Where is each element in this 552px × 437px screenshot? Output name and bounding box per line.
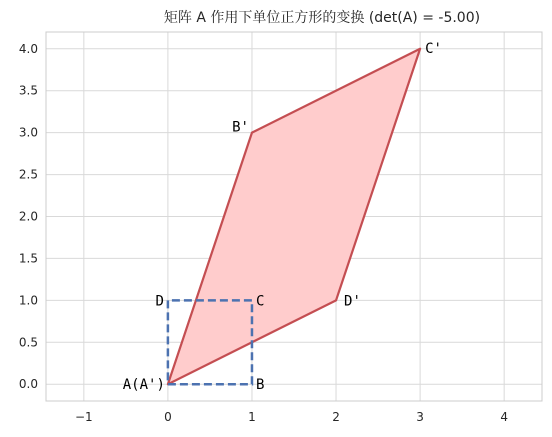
x-tick-label: 0 [164, 410, 172, 424]
y-tick-label: 2.5 [18, 167, 38, 182]
chart-title: 矩阵 A 作用下单位正方形的变换 (det(A) = -5.00) [163, 10, 481, 26]
vertex-label: D' [344, 293, 361, 310]
vertex-label: C [255, 293, 265, 310]
vertex-label: D [155, 293, 164, 310]
y-tick-label: 1.0 [18, 293, 38, 308]
y-tick-label: 2.0 [18, 209, 38, 224]
vertex-label: A(A') [122, 377, 165, 394]
y-tick-label: 4.0 [18, 41, 38, 56]
y-tick-label: 0.5 [18, 335, 38, 350]
y-tick-label: 3.5 [18, 83, 38, 98]
x-tick-label: 3 [416, 410, 424, 424]
y-tick-label: 1.5 [18, 251, 38, 266]
y-tick-label: 3.0 [18, 125, 38, 140]
x-tick-label: 4 [500, 410, 508, 424]
vertex-label: C' [425, 40, 442, 57]
y-tick-label: 0.0 [18, 377, 38, 392]
x-tick-label: 1 [248, 410, 256, 424]
x-tick-label: −1 [74, 410, 93, 424]
vertex-label: B' [232, 119, 249, 136]
vertex-label: B [255, 377, 265, 394]
x-tick-label: 2 [332, 410, 340, 424]
